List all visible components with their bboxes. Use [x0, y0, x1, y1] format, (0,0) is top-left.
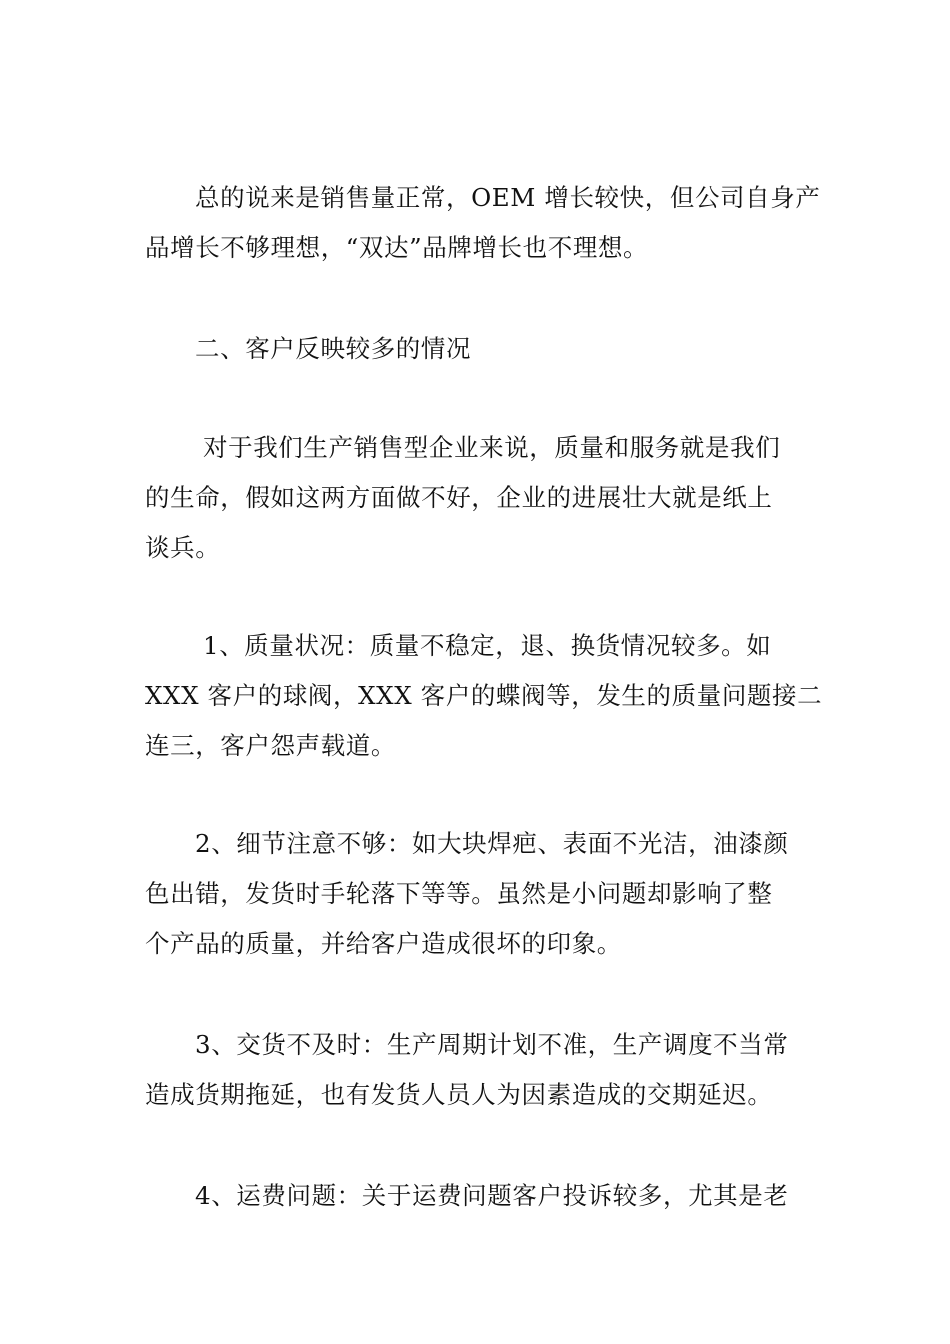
text-line: 个产品的质量，并给客户造成很坏的印象。	[145, 929, 622, 958]
paragraph-item-3	[145, 1020, 810, 1120]
text-line: 色出错，发货时手轮落下等等。虽然是小问题却影响了整	[145, 879, 773, 908]
text-line: 二、客户反映较多的情况	[195, 334, 472, 363]
text-line: 1、质量状况：质量不稳定，退、换货情况较多。如	[203, 631, 772, 660]
text-line: 造成货期拖延，也有发货人员人为因素造成的交期延迟。	[145, 1080, 773, 1109]
text-line: 品增长不够理想，“双达”品牌增长也不理想。	[145, 233, 649, 262]
text-line: 对于我们生产销售型企业来说，质量和服务就是我们	[203, 433, 781, 462]
text-line: 连三，客户怨声载道。	[145, 731, 396, 760]
paragraph-item-2	[145, 819, 810, 969]
text-line: 总的说来是销售量正常，OEM 增长较快，但公司自身产	[195, 183, 821, 212]
text-line: 谈兵。	[145, 533, 221, 562]
text-line: XXX 客户的球阀，XXX 客户的蝶阀等，发生的质量问题接二	[145, 681, 823, 710]
text-line: 的生命，假如这两方面做不好，企业的进展壮大就是纸上	[145, 483, 773, 512]
text-line: 3、交货不及时：生产周期计划不准，生产调度不当常	[195, 1030, 789, 1059]
section-heading	[145, 324, 810, 374]
paragraph-item-4	[145, 1171, 810, 1221]
paragraph-sales-summary	[145, 173, 821, 273]
paragraph-item-1	[145, 621, 823, 771]
text-line: 4、运费问题：关于运费问题客户投诉较多，尤其是老	[195, 1181, 789, 1210]
text-line: 2、细节注意不够：如大块焊疤、表面不光洁，油漆颜	[195, 829, 789, 858]
paragraph-quality-service	[145, 423, 810, 573]
